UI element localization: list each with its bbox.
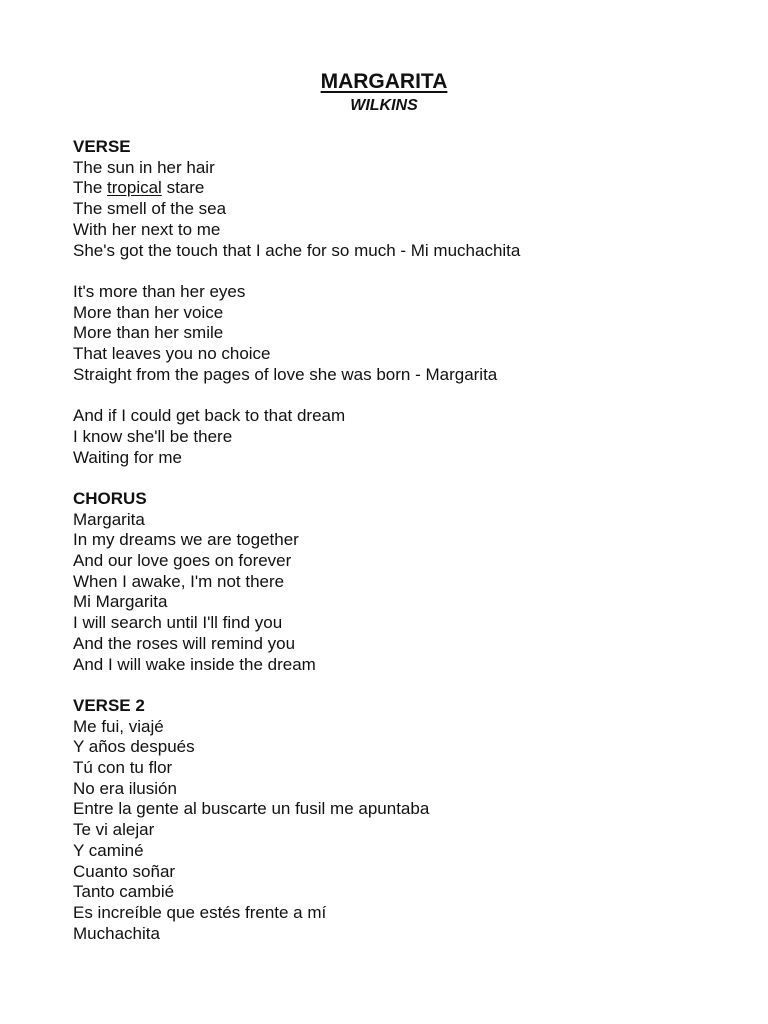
lyric-line: Mi Margarita bbox=[73, 592, 168, 612]
lyric-line: And our love goes on forever bbox=[73, 551, 292, 571]
lyric-line: Straight from the pages of love she was born - Margarita bbox=[73, 364, 498, 384]
lyric-line: Muchachita bbox=[73, 923, 160, 943]
lyric-line: Cuanto soñar bbox=[73, 861, 176, 881]
lyric-fragment: The bbox=[73, 178, 108, 198]
lyric-line: The sun in her hair bbox=[73, 157, 215, 177]
song-title: MARGARITA bbox=[320, 70, 448, 93]
lyric-line: That leaves you no choice bbox=[73, 344, 271, 364]
lyric-line: Margarita bbox=[73, 509, 145, 529]
song-author: WILKINS bbox=[350, 97, 418, 114]
lyric-line: Y caminé bbox=[73, 840, 144, 860]
underlined-word: tropical bbox=[107, 178, 162, 198]
lyric-line: Me fui, viajé bbox=[73, 716, 164, 736]
lyric-line: I know she'll be there bbox=[73, 426, 233, 446]
lyric-line: And I will wake inside the dream bbox=[73, 654, 316, 674]
lyric-line: More than her smile bbox=[73, 323, 224, 343]
section-heading-verse: VERSE bbox=[73, 137, 131, 156]
lyric-line: When I awake, I'm not there bbox=[73, 571, 285, 591]
lyric-line: More than her voice bbox=[73, 302, 224, 322]
lyric-line: In my dreams we are together bbox=[73, 530, 299, 550]
lyric-line: And the roses will remind you bbox=[73, 633, 296, 653]
verse-section bbox=[73, 137, 733, 261]
lyric-line: No era ilusión bbox=[73, 778, 177, 798]
lyric-line: Tanto cambié bbox=[73, 882, 175, 902]
lyric-line: Y años después bbox=[73, 737, 195, 757]
chorus-section bbox=[73, 489, 733, 675]
lyric-line: She's got the touch that I ache for so much - Mi muchachita bbox=[73, 240, 521, 260]
lyric-line: And if I could get back to that dream bbox=[73, 406, 346, 426]
lyric-line: Es increíble que estés frente a mí bbox=[73, 902, 327, 922]
section-heading-chorus: CHORUS bbox=[73, 488, 147, 508]
section-heading-verse-2: VERSE 2 bbox=[73, 695, 145, 715]
lyric-line: With her next to me bbox=[73, 219, 221, 239]
lyric-line: Entre la gente al buscarte un fusil me apuntaba bbox=[73, 799, 430, 819]
verse-stanza-2 bbox=[73, 282, 733, 386]
verse-2-section bbox=[73, 696, 733, 944]
lyrics-body bbox=[73, 137, 733, 965]
lyric-line: The smell of the sea bbox=[73, 199, 227, 219]
lyric-fragment: stare bbox=[161, 178, 205, 198]
lyric-line: Tú con tu flor bbox=[73, 758, 173, 778]
verse-stanza-3 bbox=[73, 406, 733, 468]
lyric-line: It's more than her eyes bbox=[73, 281, 246, 301]
lyric-line: Waiting for me bbox=[73, 447, 182, 467]
lyric-line: Te vi alejar bbox=[73, 820, 155, 840]
lyric-line: I will search until I'll find you bbox=[73, 613, 283, 633]
lyric-line bbox=[73, 178, 733, 199]
